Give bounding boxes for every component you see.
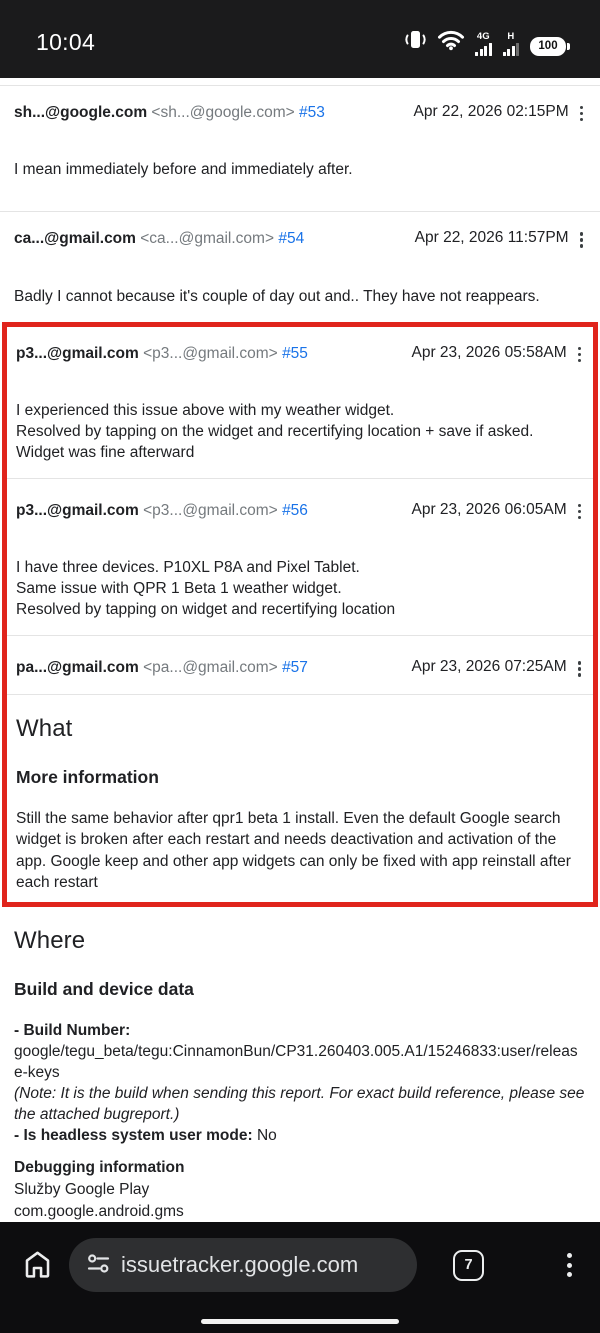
author-alias: <sh...@google.com> [151,104,295,121]
comment-number-link[interactable]: #53 [299,104,325,121]
comment-menu-button[interactable] [577,104,586,123]
kebab-icon [580,232,583,235]
kebab-icon [567,1253,572,1258]
comment-body-line: Badly I cannot because it's couple of day out and.. They have not reappears. [14,287,540,305]
author-alias: <ca...@gmail.com> [140,230,275,248]
site-settings-icon [87,1253,110,1277]
issue-tracker-page [0,85,600,1229]
comment-body-line: I mean immediately before and immediately after. [14,161,353,179]
author-label: ca...@gmail.com [14,230,136,248]
comment-body-line: Resolved by tapping on widget and recertifying location [16,601,396,619]
comment-body-line: I have three devices. P10XL P8A and Pixel Tablet. [16,559,360,577]
author-alias: <pa...@gmail.com> [143,659,278,677]
comment-number-link[interactable]: #56 [282,502,308,520]
divider [7,694,593,695]
author-label: sh...@google.com [14,104,148,121]
tab-count: 7 [464,1257,473,1273]
comment-date: Apr 22, 2026 11:57PM [414,229,569,247]
comment-menu-button[interactable] [575,659,584,678]
signal-h-icon: H [503,32,520,56]
comment-body-line: Resolved by tapping on the widget and recertifying location + save if asked. [16,423,534,441]
comment-date: Apr 23, 2026 05:58AM [411,343,567,361]
comment-body [16,400,584,463]
more-info-paragraph: Still the same behavior after qpr1 beta 1 install. Even the default Google search widget is broken after each restart and needs deactivation and activation of the app. Google keep and other app widgets can only be fixed with app reinstall after each restart [16,809,571,892]
build-info [14,1020,586,1146]
debug-line: Služby Google Play [14,1180,150,1198]
kebab-icon [578,347,581,350]
build-device-title: Build and device data [14,978,194,999]
url-bar[interactable] [69,1238,417,1292]
debug-title: Debugging information [14,1158,185,1176]
home-button[interactable] [22,1249,53,1282]
section-where-title: Where [14,926,86,954]
comment-date: Apr 23, 2026 06:05AM [411,501,567,519]
battery-icon [530,37,566,56]
comment-author-line [14,103,406,122]
headless-mode-value: No [252,1126,277,1144]
author-alias: <p3...@gmail.com> [143,344,278,362]
comment-author-line [16,501,404,520]
comment-56 [7,479,593,620]
comment-menu-button[interactable] [577,230,586,249]
signal-4g-icon: 4G [475,32,492,56]
comment-55 [7,327,593,463]
build-note: (Note: It is the build when sending this report. For exact build reference, please see the attached bugreport.) [14,1084,585,1123]
author-label: p3...@gmail.com [16,344,139,362]
comment-body-line: Same issue with QPR 1 Beta 1 weather widget. [16,580,342,598]
url-text: issuetracker.google.com [121,1252,359,1277]
comment-body [16,557,584,620]
home-icon [22,1249,53,1282]
comment-53 [0,86,600,180]
comment-body-line: Widget was fine afterward [16,444,195,462]
comment-author-line [16,344,404,363]
author-label: pa...@gmail.com [16,659,139,677]
gesture-handle[interactable] [201,1319,399,1324]
build-number-value: google/tegu_beta/tegu:CinnamonBun/CP31.260403.005.A1/15246833:user/release-keys [14,1042,578,1081]
debug-line: com.google.android.gms [14,1202,184,1220]
comment-54 [0,212,600,306]
status-bar [0,0,600,78]
annotation-box [2,322,598,907]
comment-author-line [14,229,407,248]
section-more-info-title: More information [16,766,159,787]
vibrate-icon [403,29,427,56]
wifi-icon [438,29,464,56]
section-what-title: What [16,714,73,742]
author-label: p3...@gmail.com [16,502,139,520]
headless-mode-label: - Is headless system user mode: [14,1126,253,1144]
battery-percent: 100 [538,40,558,52]
kebab-icon [578,504,581,507]
comment-author-line [16,658,404,677]
browser-menu-button[interactable] [561,1249,578,1281]
kebab-icon [578,661,581,664]
comment-menu-button[interactable] [575,345,584,364]
comment-menu-button[interactable] [575,502,584,521]
browser-toolbar [0,1222,600,1333]
kebab-icon [580,106,583,109]
author-alias: <p3...@gmail.com> [143,502,278,520]
comment-date: Apr 22, 2026 02:15PM [413,103,569,120]
comment-number-link[interactable]: #55 [282,344,308,362]
comment-number-link[interactable]: #57 [282,659,308,677]
headless-mode-line [14,1125,586,1146]
comment-57 [7,636,593,678]
build-number-label: - Build Number: [14,1021,131,1039]
status-icons [403,29,566,56]
comment-body-line: I experienced this issue above with my weather widget. [16,402,395,420]
tab-switcher-button[interactable] [453,1250,484,1281]
comment-number-link[interactable]: #54 [278,230,305,248]
status-time: 10:04 [36,28,96,55]
comment-date: Apr 23, 2026 07:25AM [411,658,567,676]
